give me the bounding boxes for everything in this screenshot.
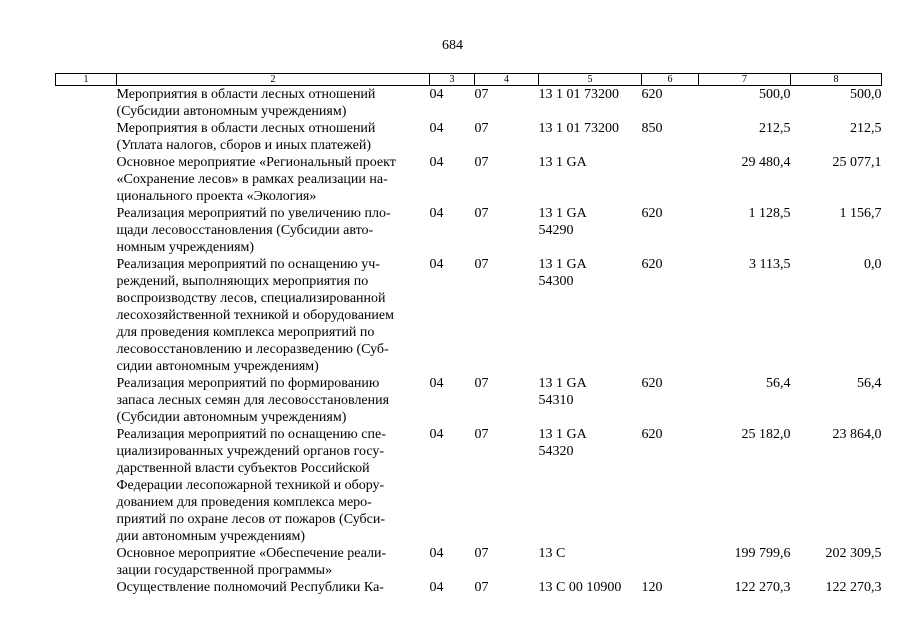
item-name-line: ционального проекта «Экология»	[116, 189, 317, 204]
subsection-cell: 07	[474, 580, 489, 595]
column-header: 3	[430, 74, 475, 86]
amount-year1-cell: 3 113,5	[749, 257, 791, 272]
target-article-cell	[539, 256, 642, 375]
table-row	[56, 86, 882, 121]
amount-year1-cell: 29 480,4	[741, 155, 791, 170]
subsection-cell: 07	[474, 87, 489, 102]
table-row	[56, 154, 882, 205]
item-name-line: приятий по охране лесов от пожаров (Субси-	[116, 512, 385, 527]
amount-year1-cell: 56,4	[766, 376, 791, 391]
amount-year2-cell: 56,4	[857, 376, 882, 391]
target-article-cell	[539, 86, 642, 121]
target-article-line: 13 1 GA	[538, 376, 587, 391]
item-name-line: (Субсидии автономным учреждениям)	[116, 104, 347, 119]
column-header: 7	[699, 74, 791, 86]
expense-type-cell: 620	[641, 87, 663, 102]
expense-type-cell: 620	[641, 376, 663, 391]
column-header: 2	[117, 74, 430, 86]
item-name-cell	[117, 120, 430, 154]
row-number-cell	[56, 205, 117, 256]
target-article-line: 13 1 GA	[538, 427, 587, 442]
section-cell: 04	[429, 580, 444, 595]
amount-year1-cell: 1 128,5	[748, 206, 791, 221]
item-name-cell	[117, 375, 430, 426]
item-name-line: для проведения комплекса мероприятий по	[116, 325, 375, 340]
table-row	[56, 256, 882, 375]
expense-type-cell	[642, 154, 699, 205]
table-body	[56, 86, 882, 597]
amount-year1-cell: 199 799,6	[734, 546, 791, 561]
item-name-line: воспроизводству лесов, специализированной	[116, 291, 386, 306]
item-name-line: дарственной власти субъектов Российской	[116, 461, 370, 476]
section-cell: 04	[429, 121, 444, 136]
column-header: 6	[642, 74, 699, 86]
item-name-cell	[117, 579, 430, 596]
section-cell: 04	[429, 427, 444, 442]
item-name-cell	[117, 256, 430, 375]
amount-year2-cell: 500,0	[850, 87, 882, 102]
amount-year1-cell: 500,0	[759, 87, 791, 102]
item-name-cell	[117, 154, 430, 205]
item-name-line: лесохозяйственной техникой и оборудованием	[116, 308, 394, 323]
row-number-cell	[56, 256, 117, 375]
amount-year2-cell: 1 156,7	[839, 206, 882, 221]
item-name-line: реждений, выполняющих мероприятия по	[116, 274, 369, 289]
target-article-cell	[539, 120, 642, 154]
amount-year2-cell: 212,5	[850, 121, 882, 136]
subsection-cell: 07	[474, 155, 489, 170]
target-article-cell	[539, 426, 642, 545]
item-name-line: дии автономным учреждениям)	[116, 529, 306, 544]
expense-type-cell: 620	[641, 206, 663, 221]
row-number-cell	[56, 545, 117, 579]
subsection-cell: 07	[474, 206, 489, 221]
target-article-line: 54300	[538, 274, 574, 289]
section-cell: 04	[429, 546, 444, 561]
item-name-line: (Субсидии автономным учреждениям)	[116, 410, 347, 425]
amount-year2-cell: 0,0	[864, 257, 882, 272]
row-number-cell	[56, 426, 117, 545]
amount-year2-cell: 122 270,3	[825, 580, 882, 595]
subsection-cell: 07	[474, 427, 489, 442]
target-article-line: 13 1 GA	[538, 257, 587, 272]
item-name-line: Основное мероприятие «Обеспечение реали-	[116, 546, 387, 561]
item-name-line: Мероприятия в области лесных отношений	[116, 121, 376, 136]
item-name-line: номным учреждениям)	[116, 240, 255, 255]
item-name-line: зации государственной программы»	[116, 563, 333, 578]
amount-year2-cell: 202 309,5	[825, 546, 882, 561]
item-name-line: Федерации лесопожарной техникой и обору-	[116, 478, 385, 493]
page-number: 684	[442, 38, 463, 53]
item-name-cell	[117, 205, 430, 256]
target-article-line: 13 С	[538, 546, 566, 561]
item-name-line: Осуществление полномочий Республики Ка-	[116, 580, 384, 595]
amount-year2-cell: 23 864,0	[832, 427, 882, 442]
expense-type-cell: 620	[641, 427, 663, 442]
row-number-cell	[56, 86, 117, 121]
amount-year1-cell: 212,5	[759, 121, 791, 136]
amount-year2-cell: 25 077,1	[832, 155, 882, 170]
expense-type-cell: 620	[641, 257, 663, 272]
expense-type-cell: 850	[641, 121, 663, 136]
item-name-line: «Сохранение лесов» в рамках реализации на-	[116, 172, 388, 187]
item-name-line: циализированных учреждений органов госу-	[116, 444, 385, 459]
expense-type-cell	[642, 545, 699, 579]
table-row	[56, 120, 882, 154]
target-article-cell	[539, 545, 642, 579]
table-row	[56, 375, 882, 426]
target-article-line: 13 1 01 73200	[538, 87, 619, 102]
target-article-cell	[539, 579, 642, 596]
row-number-cell	[56, 154, 117, 205]
section-cell: 04	[429, 376, 444, 391]
target-article-cell	[539, 205, 642, 256]
target-article-line: 13 1 GA	[538, 206, 587, 221]
budget-table	[55, 73, 882, 596]
subsection-cell: 07	[474, 257, 489, 272]
table-row	[56, 205, 882, 256]
column-header: 8	[791, 74, 882, 86]
column-header: 5	[539, 74, 642, 86]
row-number-cell	[56, 375, 117, 426]
item-name-line: Реализация мероприятий по увеличению пло-	[116, 206, 391, 221]
target-article-line: 13 1 GA	[538, 155, 587, 170]
target-article-line: 54320	[538, 444, 574, 459]
target-article-cell	[539, 375, 642, 426]
column-header: 1	[56, 74, 117, 86]
item-name-line: Мероприятия в области лесных отношений	[116, 87, 376, 102]
item-name-line: дованием для проведения комплекса меро-	[116, 495, 372, 510]
column-header: 4	[475, 74, 539, 86]
section-cell: 04	[429, 206, 444, 221]
amount-year1-cell: 25 182,0	[741, 427, 791, 442]
item-name-line: (Уплата налогов, сборов и иных платежей)	[116, 138, 372, 153]
item-name-line: Реализация мероприятий по формированию	[116, 376, 380, 391]
table-row	[56, 426, 882, 545]
table-row	[56, 545, 882, 579]
item-name-line: щади лесовосстановления (Субсидии авто-	[116, 223, 374, 238]
item-name-cell	[117, 86, 430, 121]
target-article-line: 13 С 00 10900	[538, 580, 622, 595]
item-name-line: Основное мероприятие «Региональный проект	[116, 155, 396, 170]
item-name-line: Реализация мероприятий по оснащению уч-	[116, 257, 380, 272]
section-cell: 04	[429, 257, 444, 272]
table-row	[56, 579, 882, 596]
target-article-cell	[539, 154, 642, 205]
expense-type-cell: 120	[641, 580, 663, 595]
subsection-cell: 07	[474, 121, 489, 136]
item-name-cell	[117, 545, 430, 579]
item-name-cell	[117, 426, 430, 545]
row-number-cell	[56, 120, 117, 154]
amount-year1-cell: 122 270,3	[734, 580, 791, 595]
item-name-line: лесовосстановлению и лесоразведению (Суб-	[116, 342, 389, 357]
item-name-line: запаса лесных семян для лесовосстановления	[116, 393, 390, 408]
target-article-line: 13 1 01 73200	[538, 121, 619, 136]
target-article-line: 54310	[538, 393, 574, 408]
item-name-line: сидии автономным учреждениям)	[116, 359, 319, 374]
item-name-line: Реализация мероприятий по оснащению спе-	[116, 427, 386, 442]
target-article-line: 54290	[538, 223, 574, 238]
subsection-cell: 07	[474, 546, 489, 561]
row-number-cell	[56, 579, 117, 596]
column-number-row	[56, 74, 882, 86]
section-cell: 04	[429, 155, 444, 170]
subsection-cell: 07	[474, 376, 489, 391]
section-cell: 04	[429, 87, 444, 102]
